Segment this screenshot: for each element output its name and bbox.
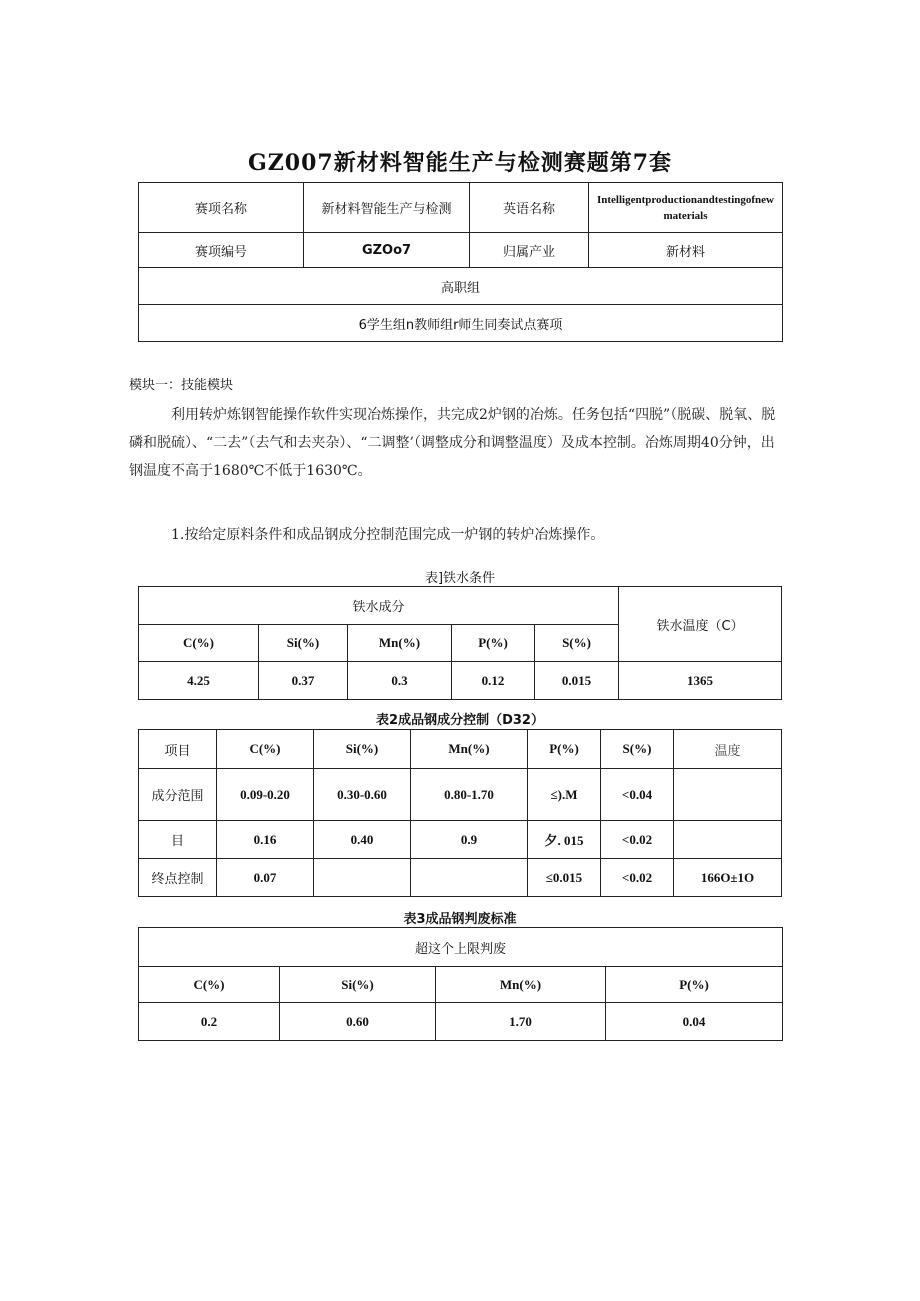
- table2-row-label: 终点控制: [139, 859, 217, 897]
- table3-group-header: 超这个上限判废: [139, 928, 783, 967]
- table2-cell: [674, 769, 782, 821]
- table2-cell: 0.09-0.20: [217, 769, 314, 821]
- task-1-text: 1.按给定原料条件和成品钢成分控制范围完成一炉钢的转炉冶炼操作。: [171, 527, 605, 543]
- table2-cell: 166O±1O: [674, 859, 782, 897]
- scrap-criteria-table: [138, 927, 783, 1041]
- table2-cell: 0.80-1.70: [411, 769, 528, 821]
- table2-cell: ≤0.015: [528, 859, 601, 897]
- table1-col-header: C(%): [139, 625, 259, 662]
- hot-metal-table: [138, 586, 782, 700]
- english-name-value: Intelligentproductionandtestingofnewmaterials: [589, 183, 783, 233]
- table2-header: Si(%): [314, 730, 411, 769]
- table3-col-header: Si(%): [280, 967, 436, 1003]
- table2-cell: 0.9: [411, 821, 528, 859]
- table1-col-header: Mn(%): [348, 625, 452, 662]
- table1-value: 0.12: [452, 662, 535, 700]
- group-cell: 高职组: [139, 268, 783, 305]
- table2-header: C(%): [217, 730, 314, 769]
- table2-cell: <0.02: [601, 859, 674, 897]
- industry-value: 新材料: [589, 233, 783, 268]
- table2-row-label: 成分范围: [139, 769, 217, 821]
- table2-caption: 表2成品钢成分控制（D32）: [376, 713, 544, 728]
- table1-value: 0.37: [259, 662, 348, 700]
- table3-col-header: P(%): [606, 967, 783, 1003]
- table2-cell: 夕. 015: [528, 821, 601, 859]
- table3-col-header: Mn(%): [436, 967, 606, 1003]
- table2-cell: 0.16: [217, 821, 314, 859]
- page-title: GZ007新材料智能生产与检测赛题第7套: [247, 150, 673, 176]
- group-note-cell: 6学生组n教师组r师生同奏试点赛项: [139, 305, 783, 342]
- table2-cell: [674, 821, 782, 859]
- competition-info-table: [138, 182, 783, 342]
- table2-cell: [411, 859, 528, 897]
- table3-value: 1.70: [436, 1003, 606, 1041]
- item-code-value: GZOo7: [304, 233, 470, 268]
- table3-col-header: C(%): [139, 967, 280, 1003]
- table2-cell: 0.30-0.60: [314, 769, 411, 821]
- table2-cell: <0.02: [601, 821, 674, 859]
- table2-cell: 0.07: [217, 859, 314, 897]
- table1-temp-header: 铁水温度（C）: [619, 587, 782, 662]
- table3-value: 0.60: [280, 1003, 436, 1041]
- item-name-value: 新材料智能生产与检测: [304, 183, 470, 233]
- table2-header-item: 项目: [139, 730, 217, 769]
- table1-col-header: P(%): [452, 625, 535, 662]
- industry-label: 归属产业: [470, 233, 589, 268]
- table1-temp-value: 1365: [619, 662, 782, 700]
- table2-header: Mn(%): [411, 730, 528, 769]
- table2-header: S(%): [601, 730, 674, 769]
- module-heading: 模块一：技能模块: [129, 378, 234, 393]
- table2-cell: [314, 859, 411, 897]
- table1-value: 0.3: [348, 662, 452, 700]
- table2-header-temp: 温度: [674, 730, 782, 769]
- table1-value: 0.015: [535, 662, 619, 700]
- item-code-label: 赛项编号: [139, 233, 304, 268]
- table2-cell: ≤).M: [528, 769, 601, 821]
- table3-caption: 表3成品钢判废标准: [403, 912, 517, 927]
- table1-col-header: S(%): [535, 625, 619, 662]
- table3-value: 0.2: [139, 1003, 280, 1041]
- table2-header: P(%): [528, 730, 601, 769]
- table1-group-header: 铁水成分: [139, 587, 619, 625]
- table1-value: 4.25: [139, 662, 259, 700]
- table1-caption: 表]铁水条件: [424, 571, 496, 586]
- steel-composition-table: [138, 729, 782, 897]
- table1-col-header: Si(%): [259, 625, 348, 662]
- intro-paragraph: 利用转炉炼钢智能操作软件实现冶炼操作，共完成2炉钢的冶炼。任务包括“四脱”（脱碳、脱氧、脱磷和脱硫）、“二去”（去气和去夹杂）、“二调整’（调整成分和调整温度）及成本控制。冶炼周期40分钟，出钢温度不高于1680℃不低于1630℃。: [129, 407, 776, 479]
- table3-value: 0.04: [606, 1003, 783, 1041]
- english-name-label: 英语名称: [470, 183, 589, 233]
- table2-cell: 0.40: [314, 821, 411, 859]
- table2-row-label: 目: [139, 821, 217, 859]
- item-name-label: 赛项名称: [139, 183, 304, 233]
- table2-cell: <0.04: [601, 769, 674, 821]
